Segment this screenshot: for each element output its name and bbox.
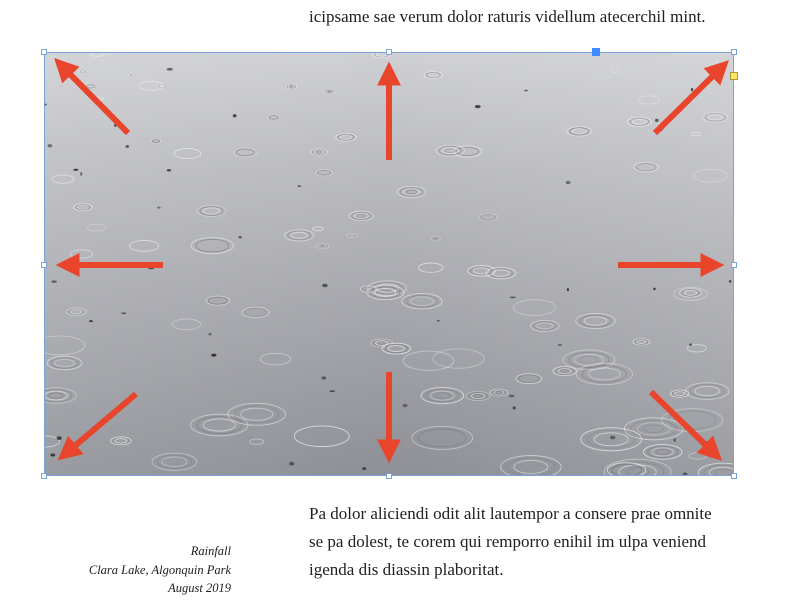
anchor-handle[interactable] (592, 48, 600, 56)
resize-handle-bottom-left[interactable] (41, 473, 47, 479)
resize-handle-middle-right[interactable] (731, 262, 737, 268)
body-text-top-line: icipsame sae verum dolor raturis videllum atecerchil mint. (309, 7, 706, 26)
caption-title: Rainfall (190, 544, 231, 558)
body-paragraph (309, 500, 749, 584)
resize-handle-bottom-right[interactable] (731, 473, 737, 479)
resize-handle-top-right[interactable] (731, 49, 737, 55)
photo-caption (60, 542, 231, 598)
caption-date: August 2019 (168, 581, 231, 595)
body-line-1: Pa dolor aliciendi odit alit lautempor a consere prae omnite (309, 504, 712, 523)
text-wrap-port-handle[interactable] (730, 72, 738, 80)
rain-photo (45, 53, 733, 475)
resize-handle-bottom-center[interactable] (386, 473, 392, 479)
resize-handle-top-center[interactable] (386, 49, 392, 55)
body-line-2: se pa dolest, te corem qui remporro enihil im ulpa veniend (309, 532, 707, 551)
resize-handle-top-left[interactable] (41, 49, 47, 55)
resize-handle-middle-left[interactable] (41, 262, 47, 268)
body-line-3: igenda dis diassin plaboritat. (309, 560, 504, 579)
caption-location: Clara Lake, Algonquin Park (88, 562, 231, 577)
image-frame[interactable] (44, 52, 734, 476)
